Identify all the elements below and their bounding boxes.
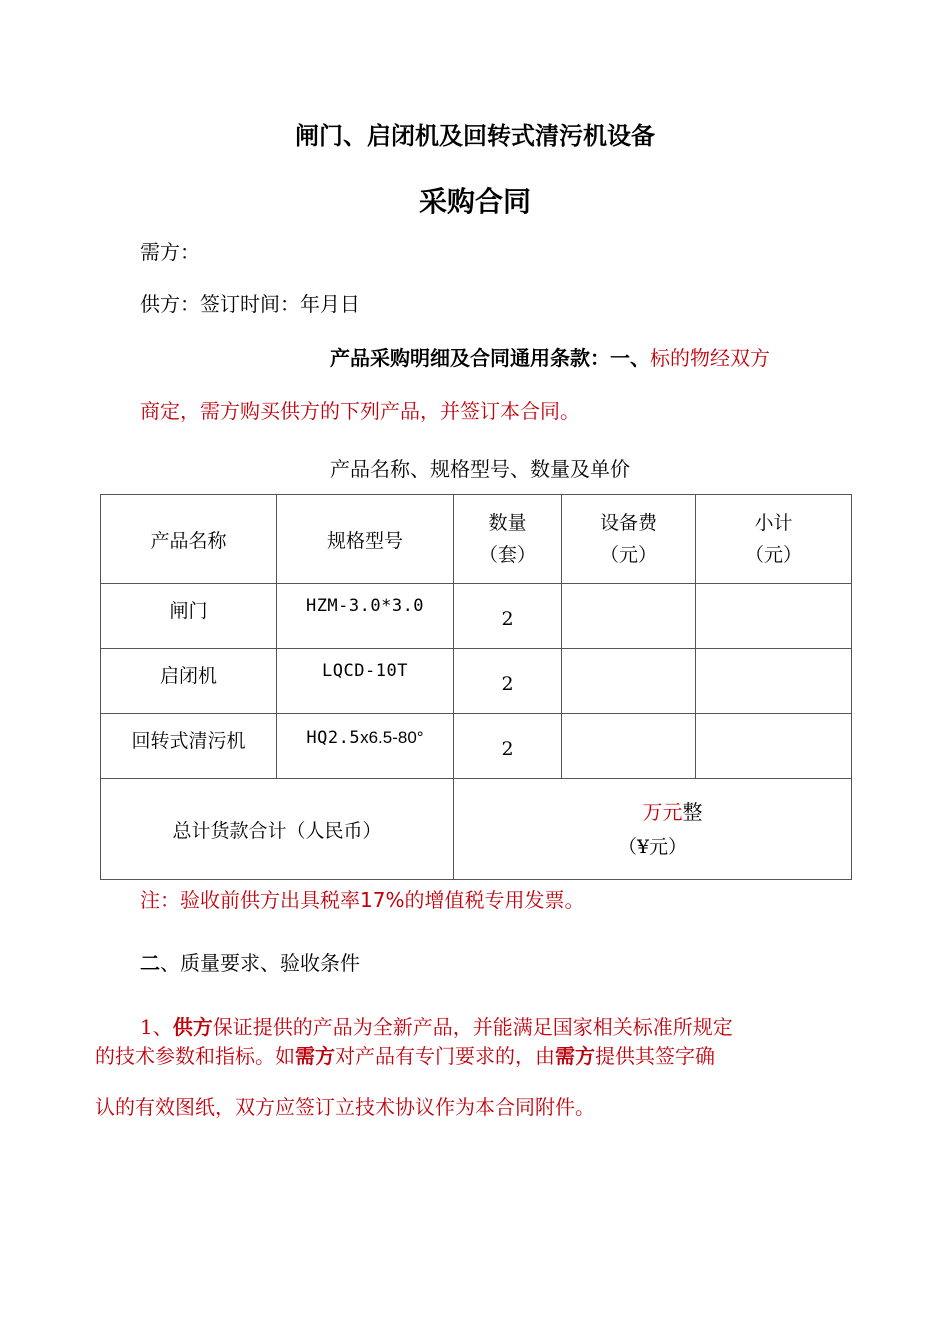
total-zheng: 整	[682, 799, 703, 824]
total-label: 总计货款合计（人民币）	[101, 779, 454, 880]
row-subtotal	[696, 714, 852, 779]
supplier-label: 供方：	[140, 292, 200, 316]
total-wan-unit: 万元	[642, 799, 683, 824]
row-model: HZM-3.0*3.0	[305, 596, 425, 616]
row-subtotal	[696, 584, 852, 649]
tax-note: 注：验收前供方出具税率17%的增值税专用发票。	[140, 888, 585, 912]
header-subtotal	[696, 495, 852, 584]
header-quantity-label: 数量	[488, 512, 527, 534]
row-fee	[562, 649, 696, 714]
header-quantity-unit: （套）	[478, 544, 536, 566]
total-amount	[454, 779, 852, 880]
header-subtotal-unit: （元）	[744, 544, 802, 566]
row-model	[277, 714, 453, 748]
clause-intro-heading: 产品采购明细及合同通用条款：一、	[330, 346, 650, 370]
supplier-sign-line	[140, 288, 360, 317]
header-product-name: 产品名称	[101, 495, 277, 584]
row-fee	[562, 584, 696, 649]
row-quantity: 2	[501, 738, 514, 760]
total-row	[101, 779, 852, 880]
total-amount-yuan: （¥元）	[617, 835, 688, 858]
header-fee-label: 设备费	[599, 512, 657, 534]
para1-text1: 保证提供的产品为全新产品，并能满足国家相关标准所规定	[212, 1015, 733, 1039]
para1-text2: 的技术参数和指标。如	[95, 1044, 295, 1068]
row-product-name: 启闭机	[159, 665, 217, 687]
row-subtotal	[696, 649, 852, 714]
para1-line1	[140, 1011, 733, 1040]
para1-line2	[95, 1040, 715, 1069]
header-equipment-fee	[562, 495, 696, 584]
section2-heading	[140, 947, 360, 976]
row-quantity: 2	[501, 608, 514, 630]
sign-time-label: 签订时间：年月日	[200, 292, 360, 316]
product-table	[100, 494, 852, 880]
clause-intro-line2: 商定，需方购买供方的下列产品，并签订本合同。	[140, 399, 580, 423]
header-fee-unit: （元）	[599, 544, 657, 566]
clause-intro-red-a: 标的物经双方	[650, 346, 770, 370]
para1-buyer-2: 需方	[555, 1044, 595, 1068]
para1-line3: 认的有效图纸，双方应签订立技术协议作为本合同附件。	[95, 1095, 595, 1119]
contract-title-line2: 采购合同	[418, 185, 531, 218]
row-model-part-a: HQ2.5	[306, 728, 361, 748]
contract-title-line1: 闸门、启闭机及回转式清污机设备	[295, 122, 655, 150]
para1-text3: 对产品有专门要求的，由	[335, 1044, 555, 1068]
buyer-label: 需方：	[140, 240, 200, 264]
para1-supplier: 供方	[172, 1015, 213, 1039]
header-model: 规格型号	[277, 495, 454, 584]
row-product-name: 闸门	[169, 600, 208, 622]
header-quantity	[454, 495, 562, 584]
table-row	[101, 584, 852, 649]
header-subtotal-label: 小计	[754, 512, 793, 534]
table-row	[101, 714, 852, 779]
para1-index: 1、	[140, 1015, 173, 1039]
row-model-part-b: x6.5-80°	[360, 728, 424, 747]
table-caption: 产品名称、规格型号、数量及单价	[330, 457, 630, 481]
para1-text4: 提供其签字确	[595, 1044, 715, 1068]
section2-number: 二	[140, 951, 160, 975]
table-header-row	[101, 495, 852, 584]
row-model: LQCD-10T	[322, 661, 408, 681]
section2-title: 、质量要求、验收条件	[160, 951, 360, 975]
clause-intro-line1	[330, 342, 770, 371]
total-amount-wan	[454, 792, 851, 832]
row-fee	[562, 714, 696, 779]
row-quantity: 2	[501, 673, 514, 695]
para1-buyer: 需方	[295, 1044, 335, 1068]
row-product-name: 回转式清污机	[131, 730, 246, 752]
table-row	[101, 649, 852, 714]
